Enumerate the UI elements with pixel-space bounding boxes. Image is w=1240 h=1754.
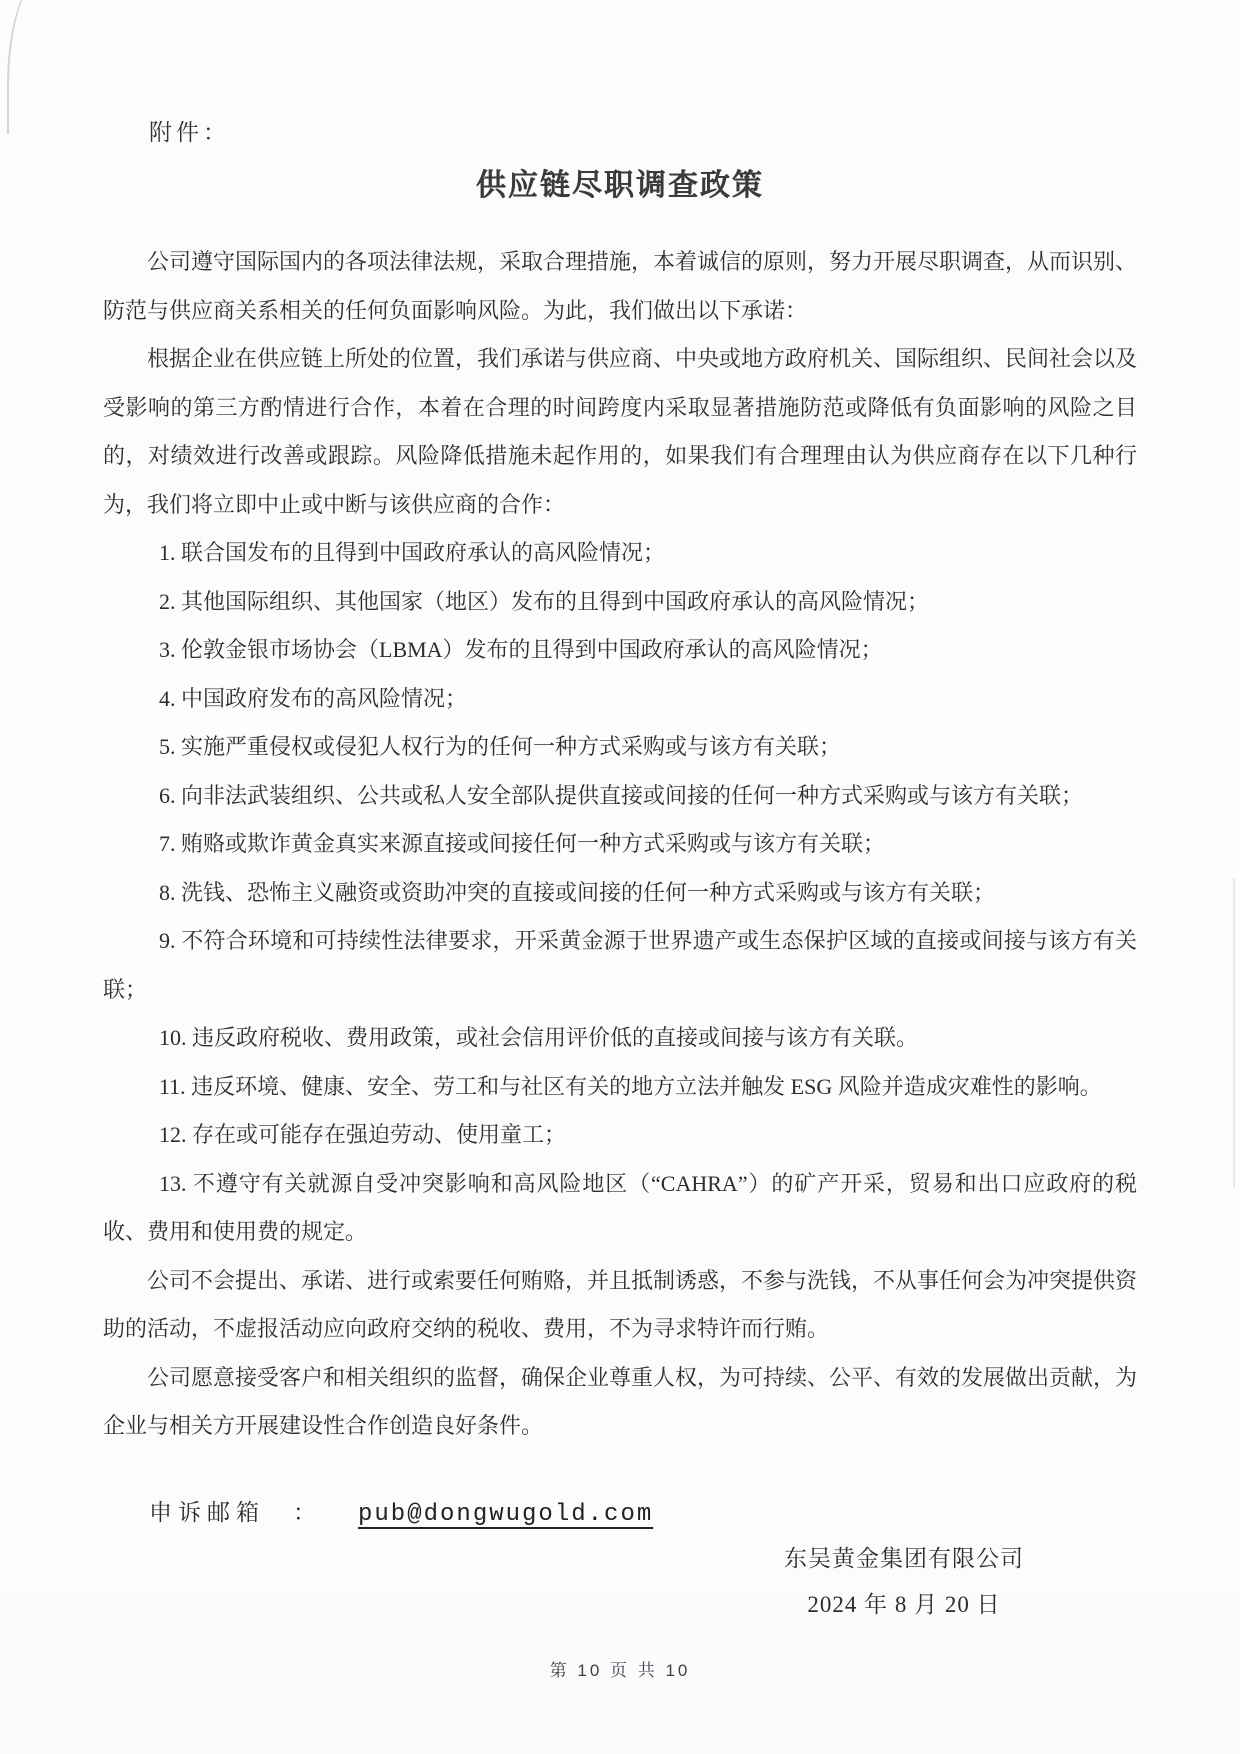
- risk-item: 11. 违反环境、健康、安全、劳工和与社区有关的地方立法并触发 ESG 风险并造成灾难性的影响。: [159, 1073, 1102, 1099]
- document-content: [103, 118, 1137, 1628]
- risk-item: 2. 其他国际组织、其他国家（地区）发布的且得到中国政府承认的高风险情况；: [159, 588, 930, 614]
- complaint-email-link[interactable]: pub@dongwugold.com: [358, 1500, 654, 1528]
- signature-inner: [784, 1536, 1024, 1628]
- complaint-email-row: [103, 1498, 1137, 1530]
- risk-item: 8. 洗钱、恐怖主义融资或资助冲突的直接或间接的任何一种方式采购或与该方有关联；: [159, 879, 996, 905]
- signature-date: 2024 年 8 月 20 日: [807, 1591, 1001, 1617]
- paragraph-anti-bribery: 公司不会提出、承诺、进行或索要任何贿赂，并且抵制诱惑，不参与洗钱，不从事任何会为冲突提供资助的活动，不虚报活动应向政府交纳的税收、费用，不为寻求特许而行贿。: [103, 1267, 1138, 1341]
- risk-item: 3. 伦敦金银市场协会（LBMA）发布的且得到中国政府承认的高风险情况；: [159, 637, 883, 662]
- paragraph-intro: 公司遵守国际国内的各项法律法规，采取合理措施，本着诚信的原则，努力开展尽职调查，从而识别、防范与供应商关系相关的任何负面影响风险。为此，我们做出以下承诺：: [103, 249, 1138, 323]
- paragraph-supervision: 公司愿意接受客户和相关组织的监督，确保企业尊重人权，为可持续、公平、有效的发展做出贡献，为企业与相关方开展建设性合作创造良好条件。: [103, 1364, 1138, 1438]
- risk-item: 6. 向非法武装组织、公共或私人安全部队提供直接或间接的任何一种方式采购或与该方有关联；: [159, 782, 1084, 808]
- complaint-email-colon: ：: [293, 1499, 316, 1525]
- paragraph-commitment: 根据企业在供应链上所处的位置，我们承诺与供应商、中央或地方政府机关、国际组织、民间社会以及受影响的第三方酌情进行合作，本着在合理的时间跨度内采取显著措施防范或降低有负面影响的风险之目的，对绩效进行改善或跟踪。风险降低措施未起作用的，如果我们有合理理由认为供应商存在以下几种行为，我们将立即中止或中断与该供应商的合作：: [103, 346, 1138, 517]
- risk-item: 1. 联合国发布的且得到中国政府承认的高风险情况；: [159, 540, 666, 565]
- scan-corner-artifact: [7, 0, 79, 134]
- page-number-indicator: 第 10 页 共 10: [549, 1661, 691, 1680]
- document-body: [103, 238, 1137, 1451]
- scan-edge-artifact: [1233, 878, 1235, 1188]
- risk-item: 12. 存在或可能存在强迫劳动、使用童工；: [159, 1122, 567, 1147]
- risk-item: 13. 不遵守有关就源自受冲突影响和高风险地区（“CAHRA”）的矿产开采，贸易和出口应政府的税收、费用和使用费的规定。: [103, 1170, 1137, 1244]
- risk-item: 10. 违反政府税收、费用政策，或社会信用评价低的直接或间接与该方有关联。: [159, 1025, 919, 1050]
- signature-block: [103, 1536, 1137, 1628]
- risk-item: 9. 不符合环境和可持续性法律要求，开采黄金源于世界遗产或生态保护区域的直接或间接与该方有关联；: [103, 928, 1137, 1002]
- risk-item: 5. 实施严重侵权或侵犯人权行为的任何一种方式采购或与该方有关联；: [159, 734, 842, 759]
- risk-item: 7. 贿赂或欺诈黄金真实来源直接或间接任何一种方式采购或与该方有关联；: [159, 831, 886, 856]
- signature-company: 东吴黄金集团有限公司: [784, 1545, 1024, 1571]
- page-title: 供应链尽职调查政策: [476, 169, 764, 202]
- attachment-label: 附件：: [149, 120, 230, 145]
- complaint-email-label: 申诉邮箱: [149, 1499, 265, 1525]
- risk-item: 4. 中国政府发布的高风险情况；: [159, 685, 468, 711]
